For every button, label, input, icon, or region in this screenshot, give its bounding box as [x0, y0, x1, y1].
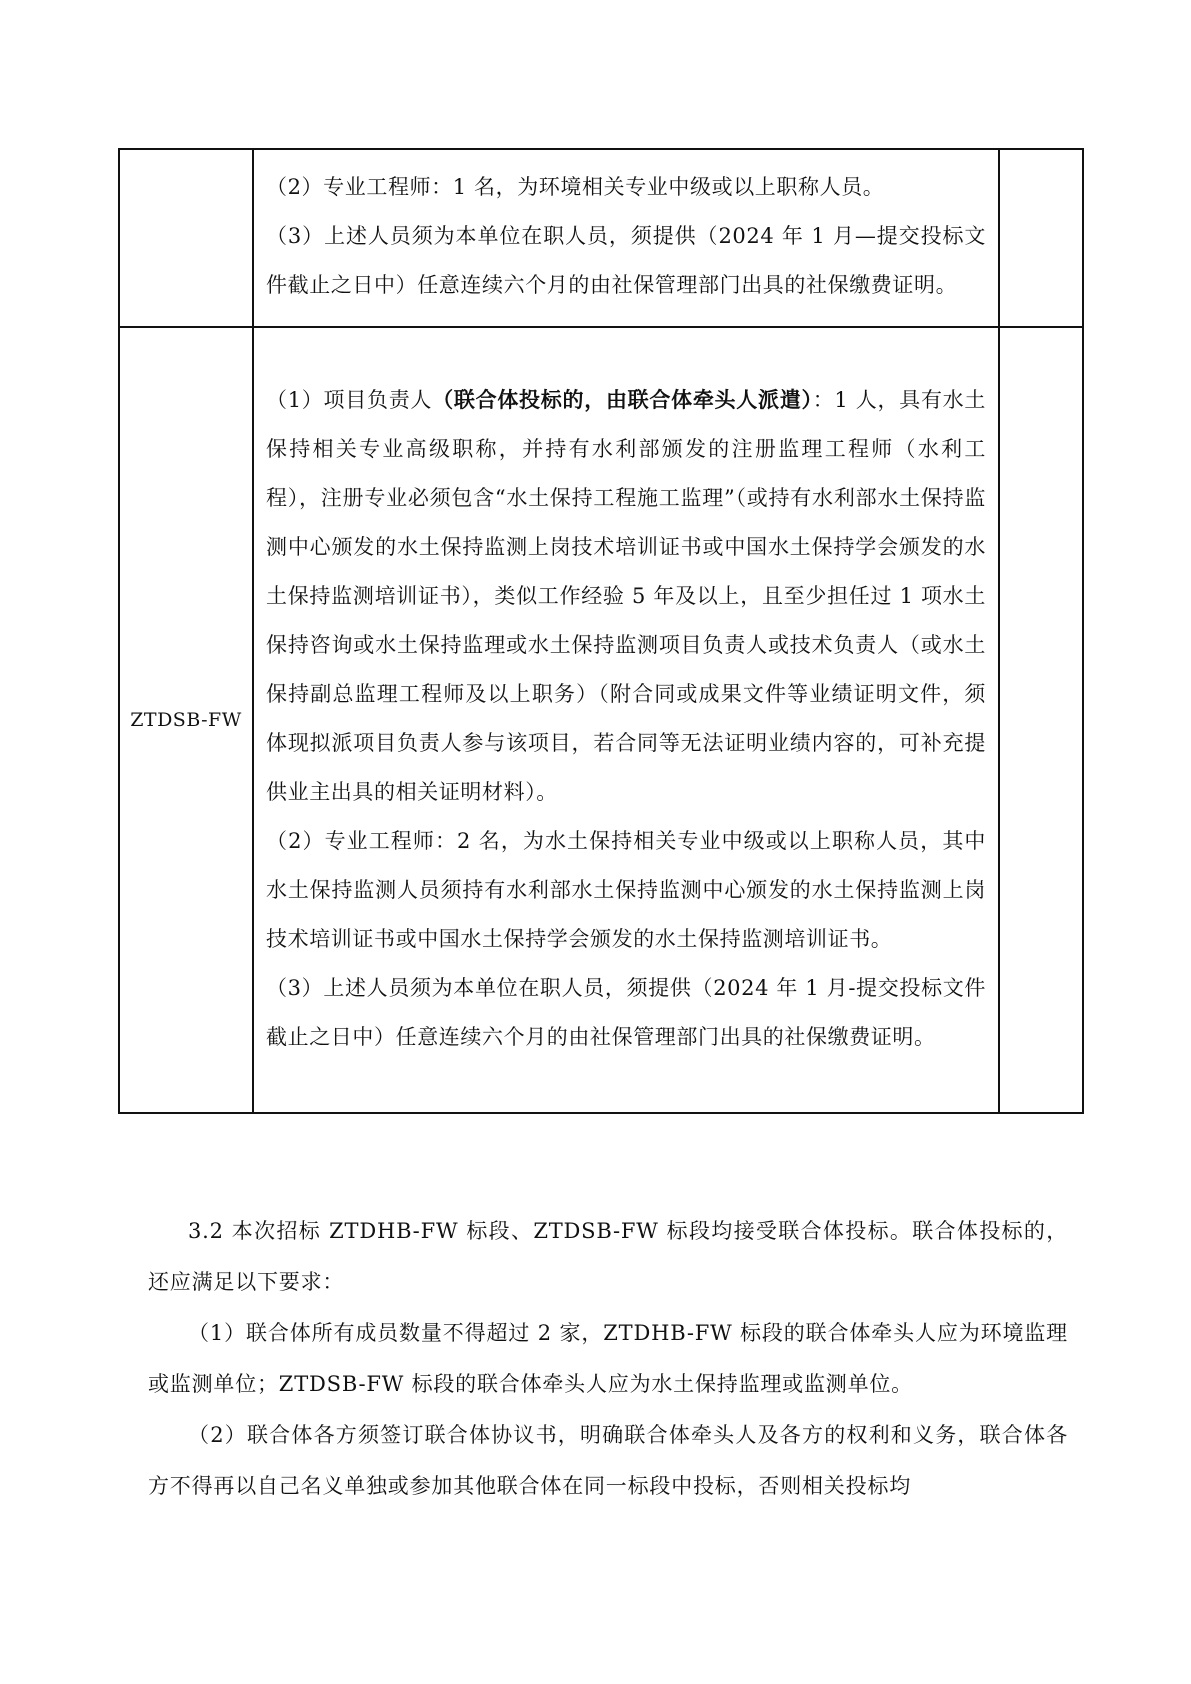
paragraph: 3.2 本次招标 ZTDHB-FW 标段、ZTDSB-FW 标段均接受联合体投标。联合体投标的，还应满足以下要求： [148, 1219, 1068, 1294]
remark-cell [999, 149, 1083, 327]
requirement-item: （2）专业工程师：1 名，为环境相关专业中级或以上职称人员。 [266, 175, 885, 199]
remark-cell [999, 327, 1083, 1113]
requirement-item [266, 375, 986, 817]
requirements-table [118, 148, 1084, 1114]
table-row [119, 327, 1083, 1113]
bid-section-code-cell: ZTDSB-FW [119, 327, 253, 1113]
item-text: ：1 人，具有水土保持相关专业高级职称，并持有水利部颁发的注册监理工程师（水利工程），注册专业必须包含“水土保持工程施工监理”（或持有水利部水土保持监测中心颁发的水土保持监测上岗技术培训证书或中国水土保持学会颁发的水土保持监测培训证书），类似工作经验 5 年及以上，且至少担任过 1 项水土保持咨询或水土保持监理或水土保持监测项目负责人或技术负责人（或水土保持副总监理工程师及以上职务）（附合同或成果文件等业绩证明文件，须体现拟派项目负责人参与该项目，若合同等无法证明业绩内容的，可补充提供业主出具的相关证明材料）。 [266, 388, 986, 804]
requirement-item: （3）上述人员须为本单位在职人员，须提供（2024 年 1 月-提交投标文件截止之日中）任意连续六个月的由社保管理部门出具的社保缴费证明。 [266, 976, 986, 1049]
paragraph: （2）联合体各方须签订联合体协议书，明确联合体牵头人及各方的权利和义务，联合体各方不得再以自己名义单独或参加其他联合体在同一标段中投标，否则相关投标均 [148, 1423, 1068, 1498]
bold-note: （联合体投标的，由联合体牵头人派遣） [432, 387, 813, 412]
requirement-item: （2）专业工程师：2 名，为水土保持相关专业中级或以上职称人员，其中水土保持监测人员须持有水利部水土保持监测中心颁发的水土保持监测上岗技术培训证书或中国水土保持学会颁发的水土保持监测培训证书。 [266, 829, 986, 951]
requirement-item: （3）上述人员须为本单位在职人员，须提供（2024 年 1 月—提交投标文件截止之日中）任意连续六个月的由社保管理部门出具的社保缴费证明。 [266, 224, 986, 297]
item-prefix: （1）项目负责人 [266, 388, 433, 412]
body-text [148, 1206, 1068, 1512]
requirement-cell [253, 149, 999, 327]
requirement-cell [253, 327, 999, 1113]
bid-section-code-cell [119, 149, 253, 327]
table-row [119, 149, 1083, 327]
paragraph: （1）联合体所有成员数量不得超过 2 家，ZTDHB-FW 标段的联合体牵头人应为环境监理或监测单位；ZTDSB-FW 标段的联合体牵头人应为水土保持监理或监测单位。 [148, 1321, 1068, 1396]
